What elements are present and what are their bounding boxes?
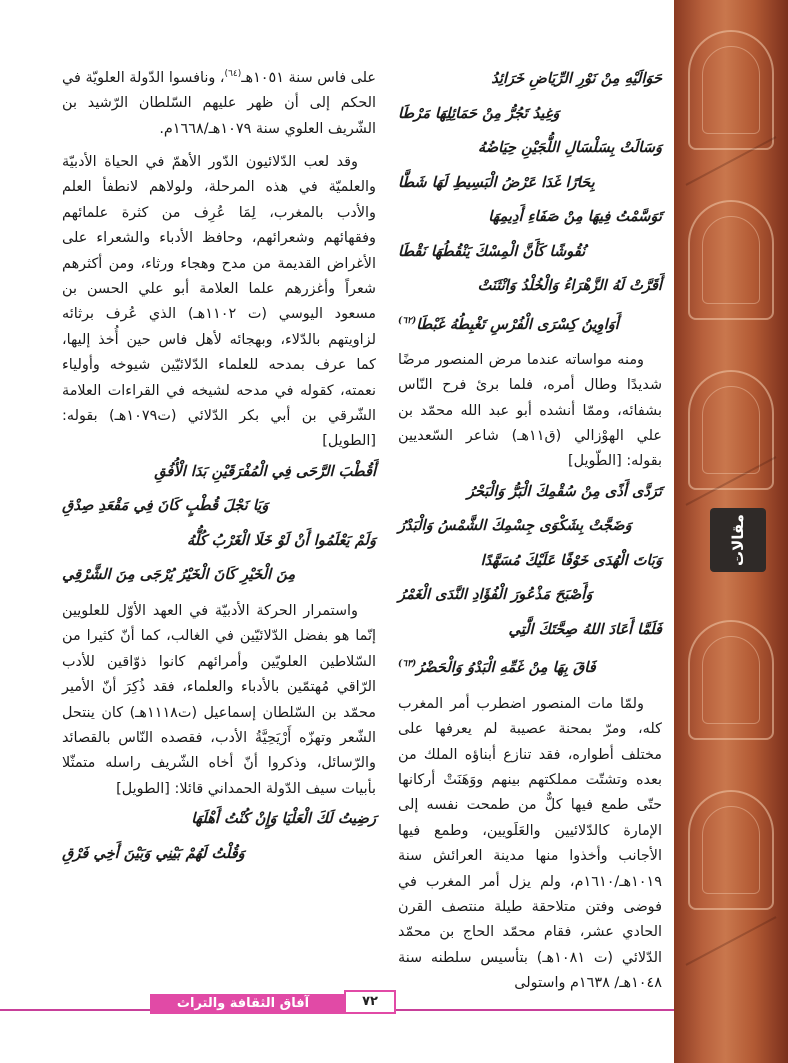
meter-label: [الطويل] xyxy=(116,780,170,797)
arabesque-ornament xyxy=(688,30,774,150)
paragraph-text: على فاس سنة ١٠٥١هـ xyxy=(241,69,376,86)
magazine-title-text: آفاق الثقافة والتراث xyxy=(176,996,310,1011)
verse-line xyxy=(398,647,662,685)
arabesque-ornament xyxy=(688,370,774,490)
meter-label: [الطويل] xyxy=(322,433,376,450)
footnote-marker: (٦٢) xyxy=(398,315,417,326)
page-number: ٧٢ xyxy=(344,990,396,1014)
verse-line: وَسَالَتْ بِسَلْسَالِ اللُّجَيْنِ حِيَاضُهُ xyxy=(477,139,662,156)
verse-line: مِنَ الْخَيْرِ كَانَ الْخَيْرُ يُرْجَى مِنَ الشَّرْقِي xyxy=(62,566,296,584)
arabesque-ornament xyxy=(688,620,774,740)
verse-line: أَقُطْبَ الرَّحَى فِي الْمُفْرَقَيْنِ بَدَا الْأُفُقِ xyxy=(154,462,376,480)
verse-text: فَاقَ بِهَا مِنْ غَمِّهِ الْبَدْوُ وَالْحَضْرُ xyxy=(416,659,596,677)
verse-line: بِحَارًا غَدَا عَرْضُ الْبَسِيطِ لَهَا شَطَّا xyxy=(398,173,595,191)
verse-line: وَلَمْ يَعْلَمُوا أَنْ لَوْ خَلَا الْغَرْبُ كُلُّهُ xyxy=(186,531,376,549)
verse-line: تَرَدَّى أَذًى مِنْ سُقْمِكَ الْبَرُّ وَالْبَحْرُ xyxy=(466,482,662,500)
meter-label: [الطّويل] xyxy=(567,453,622,470)
footnote-marker: (٦٤) xyxy=(224,69,242,79)
left-column xyxy=(62,62,376,871)
paragraph xyxy=(398,348,662,475)
texture-streak xyxy=(686,916,777,966)
paragraph xyxy=(62,150,376,455)
verse-line: وَقُلْتُ لَهُمْ بَيْنِي وَبَيْنَ أَخِي فَرْقِ xyxy=(62,844,245,862)
paragraph: ولمّا مات المنصور اضطرب أمر المغرب كله، ومرّ بمحنة عصيبة لم يعرفها على مختلف أطواره، فقد تنازع أبناؤه الملك من بعده وتشتّت مملكتهم بينهم ووَهَنَتْ أركانها حتّى طمع فيها كلٌّ من طمحت نفسه إلى الإمارة كالدّلائيين والعَلَويين، وطمع فيها الأجانب وأخذوا منها مدينة العرائش سنة ١٠١٩هـ/١٦١٠م، ولم يزل أمر المغرب في فوضى وفتن متلاحقة طيلة منتصف القرن الحادي عشر، فقام محمّد الحاج بن محمّد الدّلائي (ت ١٠٨١هـ) بتأسيس سلطنه سنة ١٠٤٨هـ/ ١٦٣٨م واستولى xyxy=(398,695,662,992)
verse-line: فَلَمَّا أَعَادَ اللهُ صِحَّتَكَ الَّتِي xyxy=(508,620,662,638)
right-column xyxy=(398,62,662,997)
verse-line: نُقُوشًا كَأَنَّ الْمِسْكَ يَنْقُطُهَا نَقْطَا xyxy=(398,242,586,260)
verse-line: وَأَصْبَحَ مَذْعُورَ الْفُؤَادِ النَّدَى الْغَمْرُ xyxy=(398,586,593,604)
arabesque-ornament xyxy=(688,790,774,910)
arabesque-ornament xyxy=(688,200,774,320)
verse-line: وَبَاتَ الْهُدَى خَوْفًا عَلَيْكَ مُسَهَّدًا xyxy=(480,551,662,569)
verse-line: أَقَرَّتْ لَهُ الزَّهْرَاءُ وَالْخُلْدُ وَانْثَنَتْ xyxy=(477,277,662,294)
footnote-marker: (٦٣) xyxy=(398,659,417,670)
paragraph-text: ومنه مواساته عندما مرض المنصور مرضًا شديدًا وطال أمره، فلما برئ فرح النّاس بشفائه، وممّا أنشده أبو عبد الله محمّد بن علي الهوْزالي (ق١١هـ) شاعر السّعديين بقوله: xyxy=(398,351,662,470)
paragraph-text: ، ونافسوا الدّولة العلويّة في الحكم إلى أن ظهر عليهم السّلطان الرّشيد بن الشّريف العلوي سنة ١٠٧٩هـ/١٦٦٨م. xyxy=(62,69,376,137)
verse-line: رَضِيتُ لَكَ الْعَلْيَا وَإِنْ كُنْتُ أَهْلَهَا xyxy=(191,810,376,828)
verse-line: حَوَالَيْهِ مِنْ نَوْرِ الرِّيَاضِ خَرَائِدُ xyxy=(491,70,662,87)
paragraph xyxy=(62,62,376,142)
verse-text: أَوَاوِينُ كِسْرَى الْفُرْسِ تَغْبِطُهُ غَبْطَا xyxy=(416,315,619,333)
verse-line: وَغِيدُ تَجُرُّ مِنْ حَمَائِلِهَا مَرْطَا xyxy=(398,104,560,122)
paragraph-text: واستمرار الحركة الأدبيّة في العهد الأوّل للعلويين إنّما هو بفضل الدّلائيّين في الغالب، كما أنّ كثيرا من السّلاطين العلويّين وأمرائهم كانوا ذوّاقين للأدب الرّاقي مُهتمّين بالأدباء والعلماء، فقد ذُكِرَ أنّ الأمير محمّد بن السّلطان إسماعيل (ت١١١٨هـ) كان ينتحل الشّعر وتهزّه أَرْيَحِيَّةُ الأدب، فقصده النّاس بالقصائد والرّسائل، وذكروا أنّ أخاه الشّريف راسله متمثّلا بأبيات سيف الدّولة الحمداني قائلا: xyxy=(62,602,376,797)
verse-line xyxy=(398,304,662,342)
verse-line: وَضَجَّتْ بِشَكْوَى جِسْمِكَ الشَّمْسُ وَالْبَدْرُ xyxy=(398,517,632,535)
paragraph xyxy=(62,599,376,802)
section-label: مقالات xyxy=(710,508,766,572)
verse-line: تَوَسَّمْتُ فِيهَا مِنْ صَفَاءِ أَدِيمِهَا xyxy=(488,208,662,225)
verse-line: وَيَا نَجْلَ قُطْبٍ كَانَ فِي مَقْعَدِ صِدْقِ xyxy=(62,497,269,515)
paragraph-text: وقد لعب الدّلائيون الدّور الأهمّ في الحياة الأدبيّة والعلميّة في هذه المرحلة، ولولاهم لانطفأ العلم والأدب بالمغرب، لِمَا عُرِف من كثرة علمائهم وفقهائهم وشعرائهم، وحافظ الأدباء والشعراء على الأغراض القديمة من مدح وهجاء ورثاء، ومن أكثرهم شعراً وأغزرهم علما العلامة أبو علي الحسن بن مسعود اليوسي (ت ١١٠٢هـ) الذي عُرف برثائه لزاويتهم بالدّلاء، وبهجائه لأهل فاس حين أُخذ إليها، كما عرف بمدحه للعلماء الدّلائيّين شيوخه وأولياء نعمته، كقوله في مدحه لشيخه في القراءات العلامة الشّرقي بن أبي بكر الدّلائي (ت١٠٧٩هـ) بقوله: xyxy=(62,154,376,425)
